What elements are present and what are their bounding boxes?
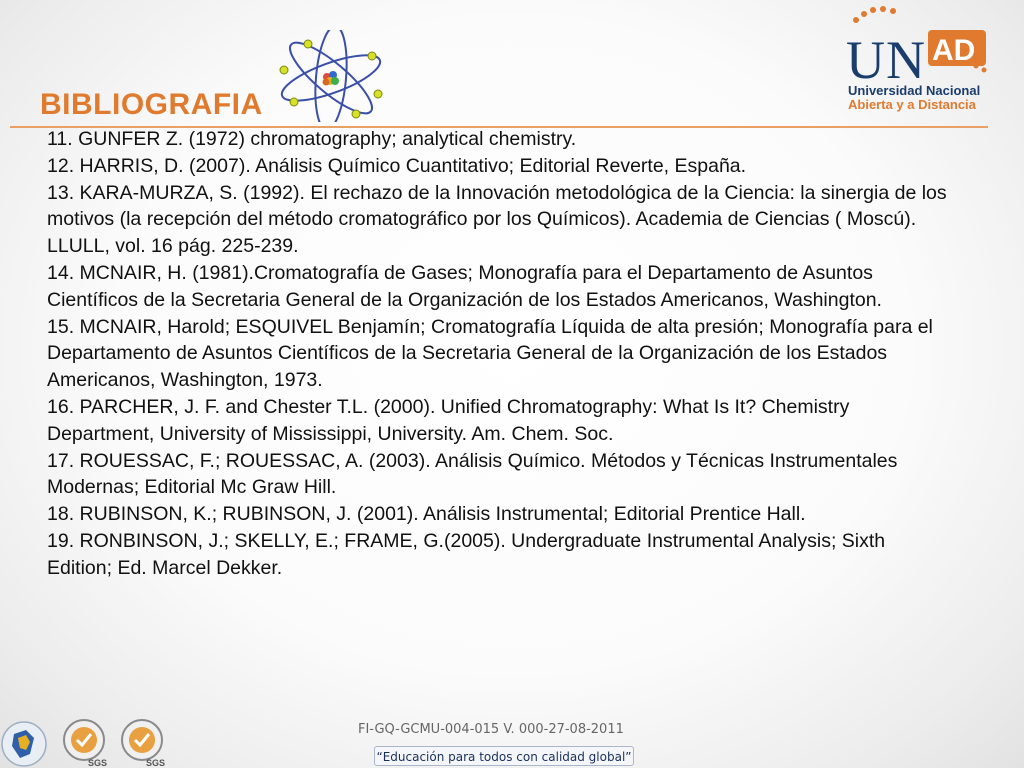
reference-list [47,126,947,582]
reference-item: 14. MCNAIR, H. (1981).Cromatografía de Gases; Monografía para el Departamento de Asuntos Científicos de la Secretaria General de la Organización de los Estados Americanos, Washington. [47,261,882,311]
reference-item: 12. HARRIS, D. (2007). Análisis Químico Cuantitativo; Editorial Reverte, España. [47,154,747,177]
sgs-label: SGS [146,758,166,768]
logo-line-1: Universidad Nacional [848,83,981,98]
reference-item: 18. RUBINSON, K.; RUBINSON, J. (2001). Análisis Instrumental; Editorial Prentice Hall. [47,503,806,526]
sgs-label: SGS [88,758,108,768]
reference-item: 19. RONBINSON, J.; SKELLY, E.; FRAME, G.(2005). Undergraduate Instrumental Analysis; Sixth Edition; Ed. Marcel Dekker. [47,529,886,579]
atom-icon [272,30,390,122]
reference-item: 13. KARA-MURZA, S. (1992). El rechazo de la Innovación metodológica de la Ciencia: la sinergia de los motivos (la recepción del método cromatográfico por los Químicos). Academia de Ciencias ( Moscú). LLULL, vol. 16 pág. 225-239. [47,181,947,258]
sgs-certification-icon [116,716,172,768]
reference-item: 11. GUNFER Z. (1972) chromatography; analytical chemistry. [47,128,577,150]
unad-logo [842,4,992,116]
unad-logo-mark [842,4,992,84]
document-code: FI-GQ-GCMU-004-015 V. 000-27-08-2011 [358,722,624,737]
reference-item: 16. PARCHER, J. F. and Chester T.L. (2000). Unified Chromatography: What Is It? Chemistry Department, University of Mississippi, University. Am. Chem. Soc. [47,395,850,445]
svg-text:AD: AD [932,34,976,67]
page-title: BIBLIOGRAFIA [40,88,263,121]
svg-text:U: U [846,30,885,84]
colombia-seal-icon [0,716,56,768]
svg-text:N: N [886,30,925,84]
sgs-certification-icon [58,716,114,768]
slogan-box: “Educación para todos con calidad global” [374,746,634,766]
reference-item: 15. MCNAIR, Harold; ESQUIVEL Benjamín; Cromatografía Líquida de alta presión; Monografía para el Departamento de Asuntos Científicos de la Secretaria General de la Organización de los Estados Americanos, Washington, 1973. [47,315,933,392]
logo-line-2: Abierta y a Distancia [848,97,976,112]
reference-item: 17. ROUESSAC, F.; ROUESSAC, A. (2003). Análisis Químico. Métodos y Técnicas Instrumentales Modernas; Editorial Mc Graw Hill. [47,449,898,499]
